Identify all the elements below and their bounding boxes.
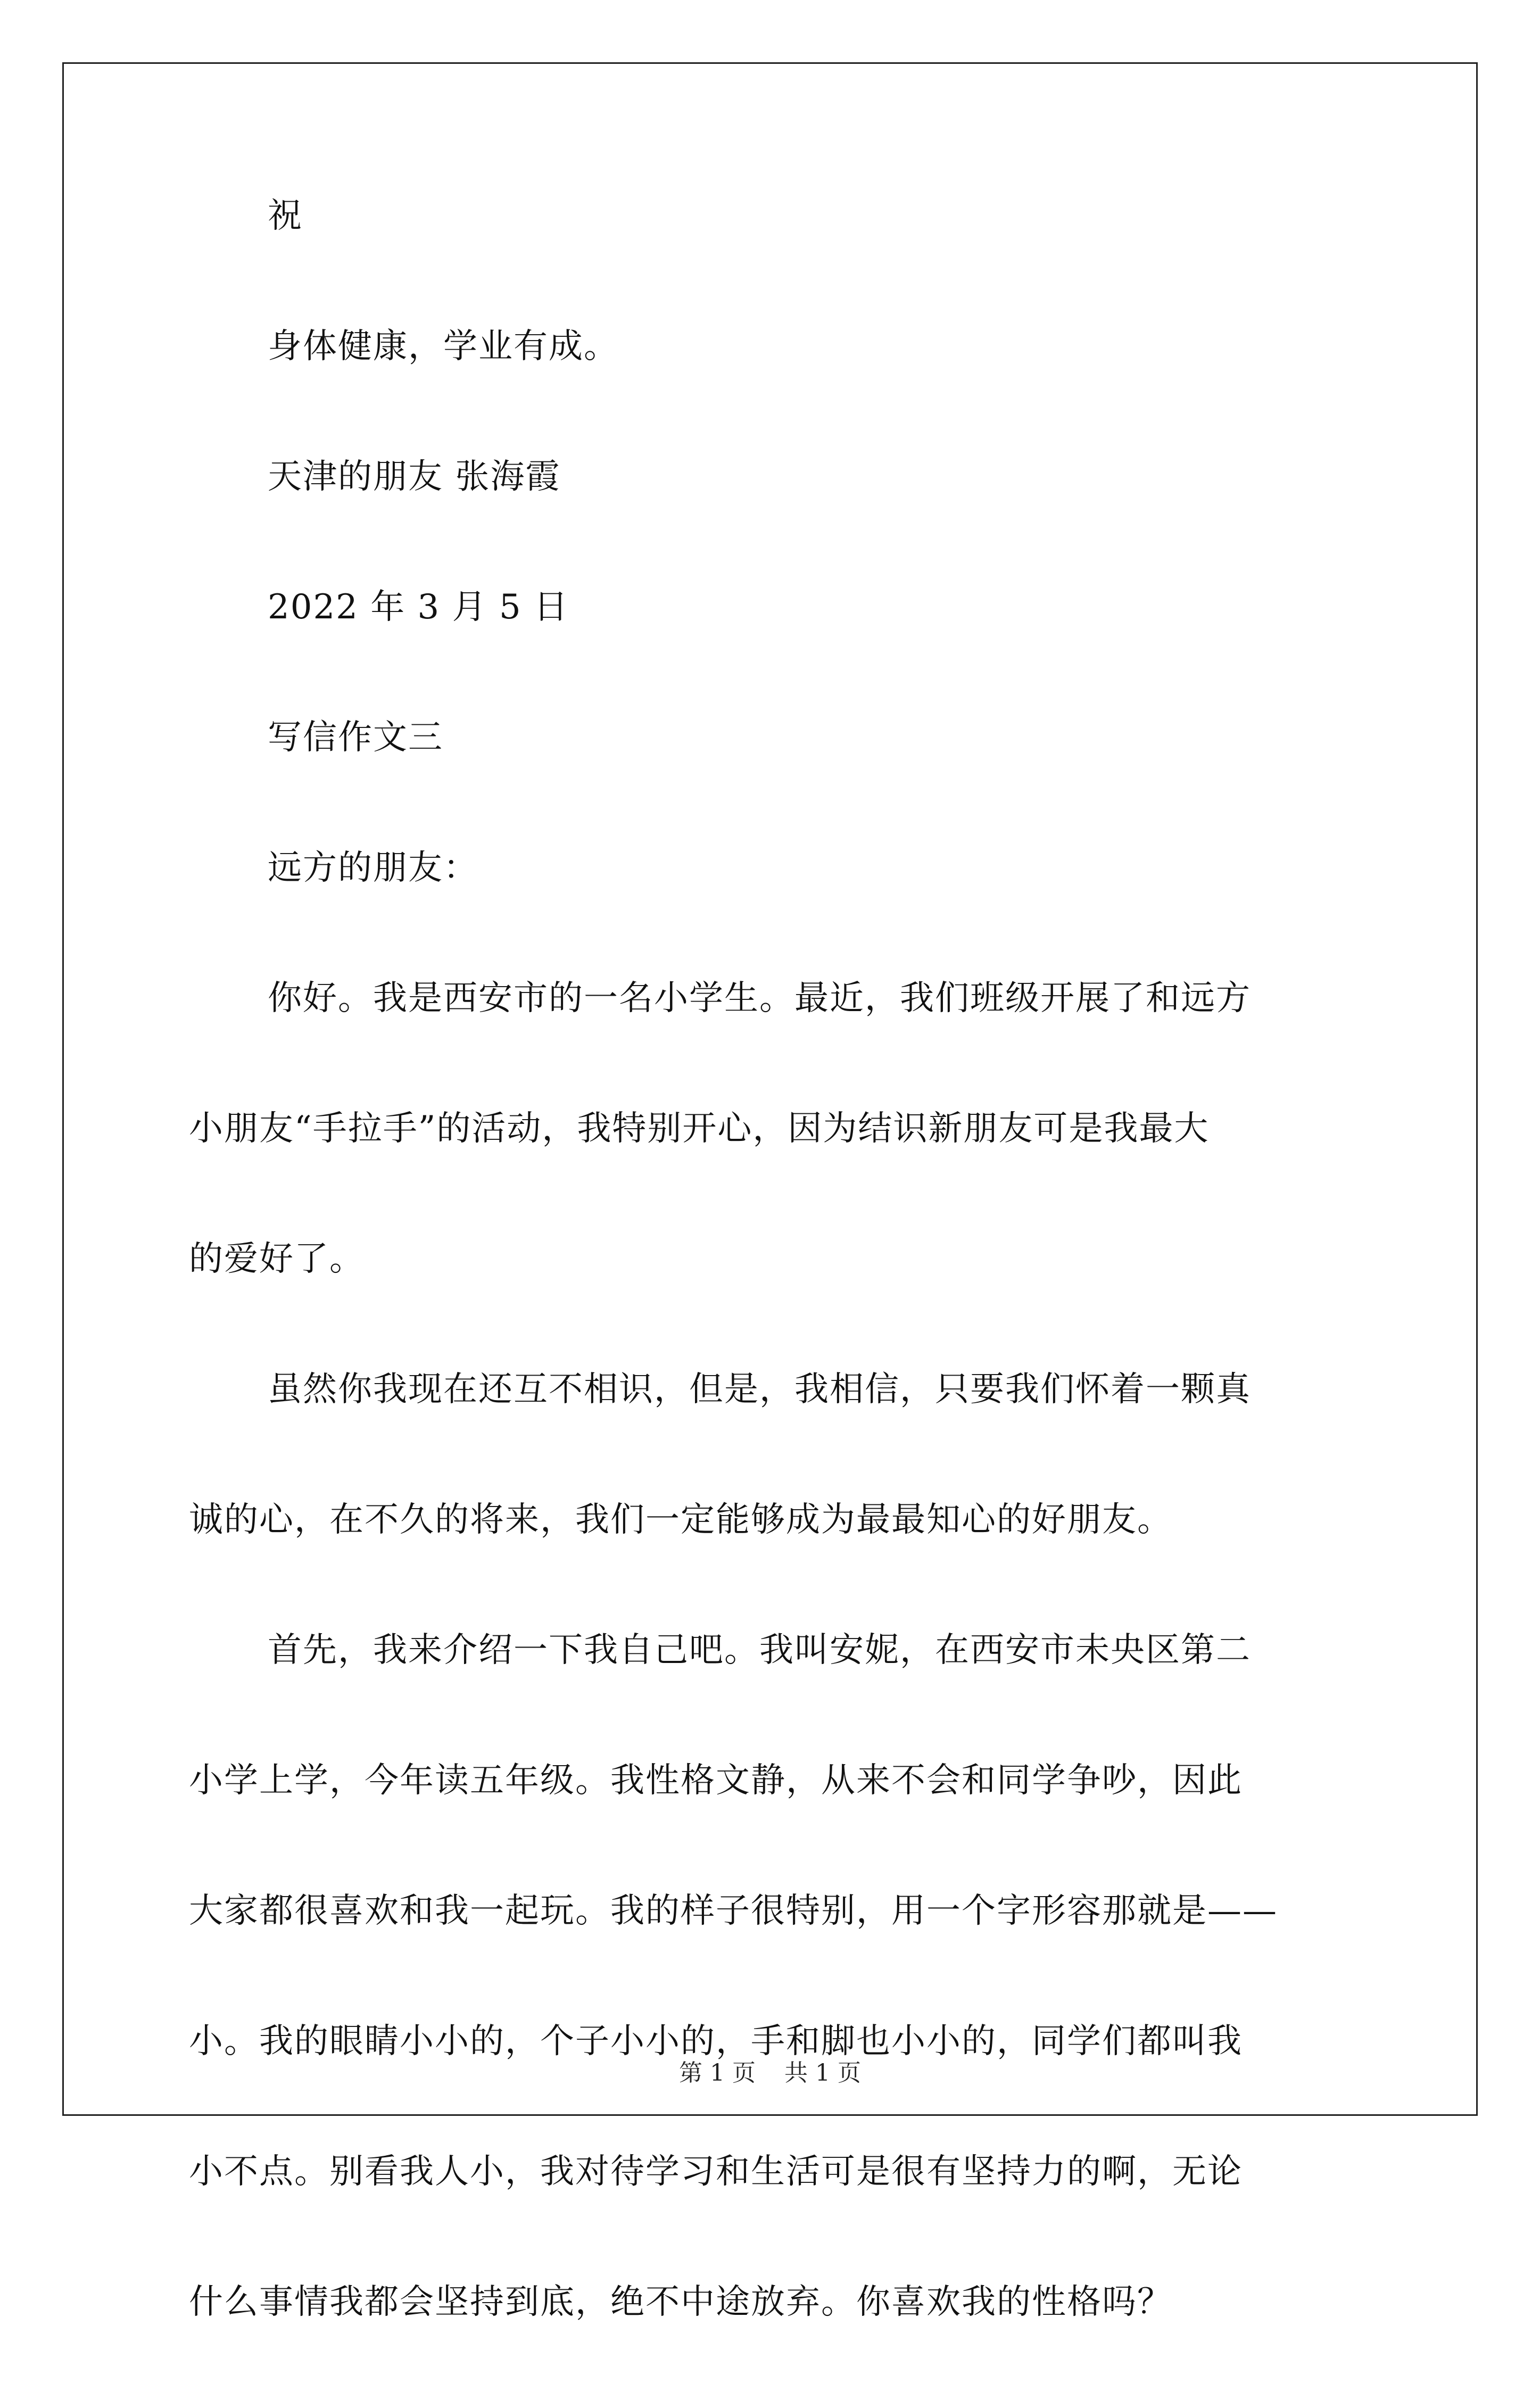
paragraph-line: 小学上学，今年读五年级。我性格文静，从来不会和同学争吵，因此: [189, 1761, 1243, 1800]
greeting: 远方的朋友：: [268, 848, 478, 888]
paragraph-line: 小不点。别看我人小，我对待学习和生活可是很有坚持力的啊，无论: [189, 2152, 1243, 2191]
paragraph-line: 你好。我是西安市的一名小学生。最近，我们班级开展了和远方: [268, 979, 1251, 1018]
paragraph-self-introduction: [189, 1626, 1360, 2327]
paragraph-line: 什么事情我都会坚持到底，绝不中途放弃。你喜欢我的性格吗？: [189, 2282, 1172, 2322]
paragraph-intro: [189, 974, 1360, 1284]
section-title: 写信作文三: [268, 718, 443, 757]
paragraph-friendship: [189, 1365, 1360, 1544]
paragraph-line: 首先，我来介绍一下我自己吧。我叫安妮，在西安市未央区第二: [268, 1631, 1251, 1670]
page-footer: [0, 2058, 1540, 2088]
letter-date: 2022 年 3 月 5 日: [268, 587, 569, 627]
paragraph-line: 虽然你我现在还互不相识，但是，我相信，只要我们怀着一颗真: [268, 1370, 1251, 1409]
signature: 天津的朋友 张海霞: [268, 457, 561, 497]
closing-salutation: 祝: [268, 196, 303, 236]
page-total: 共 1 页: [784, 2059, 861, 2087]
paragraph-line: 的爱好了。: [189, 1239, 365, 1279]
paragraph-line: 大家都很喜欢和我一起玩。我的样子很特别，用一个字形容那就是——: [189, 1891, 1278, 1931]
paragraph-line: 小朋友“手拉手”的活动，我特别开心，因为结识新朋友可是我最大: [189, 1109, 1210, 1148]
paragraph-line: 诚的心，在不久的将来，我们一定能够成为最最知心的好朋友。: [189, 1500, 1172, 1540]
paragraph-line: 小。我的眼睛小小的，个子小小的，手和脚也小小的，同学们都叫我: [189, 2022, 1243, 2061]
page-number: 第 1 页: [679, 2059, 756, 2087]
closing-wish: 身体健康，学业有成。: [268, 327, 619, 366]
